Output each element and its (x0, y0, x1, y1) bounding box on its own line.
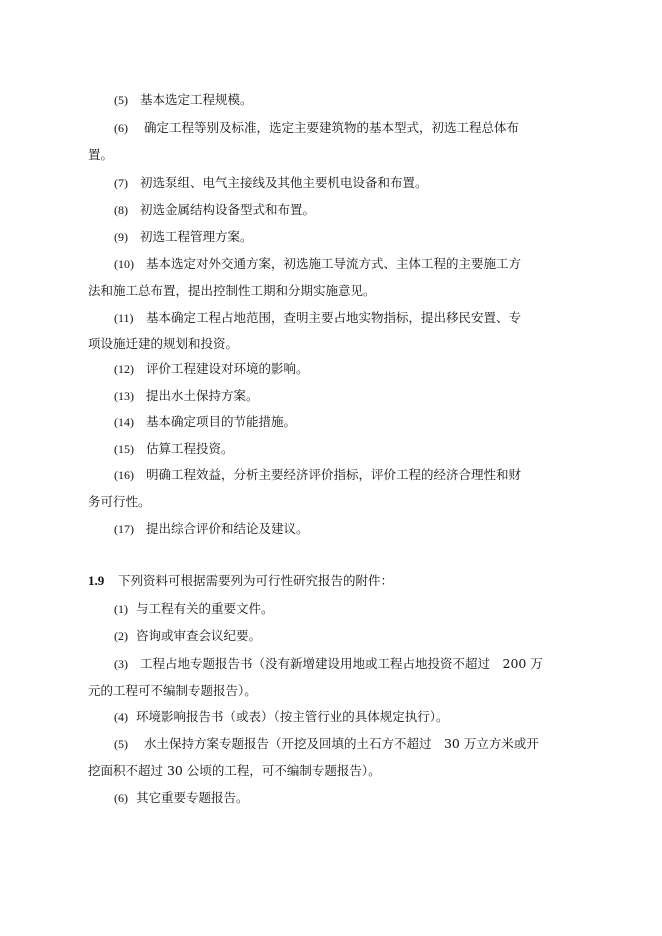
item-number: (16) (114, 468, 134, 482)
section-number: 1.9 (88, 573, 105, 588)
item-text: 基本确定项目的节能措施。 (146, 414, 297, 429)
list-item (114, 305, 521, 331)
item-text: 估算工程投资。 (146, 441, 234, 456)
list-item (114, 170, 428, 196)
item-text: 初选工程管理方案。 (140, 229, 253, 244)
item-text: 明确工程效益，分析主要经济评价指标，评价工程的经济合理性和财 (146, 467, 522, 482)
item-number: (7) (114, 176, 128, 190)
list-item (114, 704, 449, 730)
item-number: (6) (114, 121, 128, 135)
item-text: 工程占地专题报告书（没有新增建设用地或工程占地投资不超过 200 万 (140, 656, 543, 671)
item-number: (14) (114, 415, 134, 429)
item-number: (15) (114, 442, 134, 456)
list-item (114, 356, 309, 382)
list-item (114, 224, 253, 250)
item-text: 与工程有关的重要文件。 (136, 601, 274, 616)
item-number: (5) (114, 737, 128, 751)
item-text: 其它重要专题报告。 (136, 790, 249, 805)
item-text: 咨询或审查会议纪要。 (136, 628, 262, 643)
list-item (114, 516, 309, 542)
list-item (114, 197, 315, 223)
item-text: 环境影响报告书（或表）（按主管行业的具体规定执行）。 (136, 709, 449, 724)
list-item (114, 383, 259, 409)
item-text: 初选泵组、电气主接线及其他主要机电设备和布置。 (140, 175, 428, 190)
item-number: (6) (114, 791, 128, 805)
list-item (114, 87, 253, 113)
list-item (114, 731, 539, 757)
item-number: (12) (114, 362, 134, 376)
item-text: 水土保持方案专题报告（开挖及回填的土石方不超过 30 万立方米或开 (140, 736, 539, 751)
section-heading (88, 568, 393, 594)
item-number: (8) (114, 203, 128, 217)
item-continuation: 置。 (88, 147, 114, 162)
item-text: 基本选定工程规模。 (140, 92, 253, 107)
item-text: 基本确定工程占地范围，查明主要占地实物指标，提出移民安置、专 (146, 310, 522, 325)
list-item (114, 115, 519, 141)
item-number: (4) (114, 710, 128, 724)
list-item (114, 462, 521, 488)
list-item (114, 596, 274, 622)
list-item (114, 409, 296, 435)
list-item (114, 436, 234, 462)
item-number: (17) (114, 522, 134, 536)
item-number: (5) (114, 93, 128, 107)
item-number: (1) (114, 602, 128, 616)
item-text: 评价工程建设对环境的影响。 (146, 361, 309, 376)
item-number: (11) (114, 311, 134, 325)
list-item (114, 251, 521, 277)
item-number: (10) (114, 257, 134, 271)
item-number: (13) (114, 389, 134, 403)
list-item (114, 623, 261, 649)
list-item (114, 785, 249, 811)
item-text: 初选金属结构设备型式和布置。 (140, 202, 316, 217)
item-text: 确定工程等别及标准，选定主要建筑物的基本型式，初选工程总体布 (140, 120, 519, 135)
item-continuation: 元的工程可不编制专题报告）。 (88, 683, 257, 698)
item-number: (2) (114, 629, 128, 643)
item-text: 提出水土保持方案。 (146, 388, 259, 403)
item-number: (3) (114, 657, 128, 671)
item-text: 提出综合评价和结论及建议。 (146, 521, 309, 536)
section-text: 下列资料可根据需要列为可行性研究报告的附件： (118, 573, 394, 588)
item-continuation: 务可行性。 (88, 494, 151, 509)
item-continuation: 项设施迁建的规划和投资。 (88, 336, 239, 351)
item-number: (9) (114, 230, 128, 244)
item-text: 基本选定对外交通方案，初选施工导流方式、主体工程的主要施工方 (146, 256, 522, 271)
item-continuation: 挖面积不超过 30 公顷的工程，可不编制专题报告）。 (88, 763, 381, 778)
item-continuation: 法和施工总布置，提出控制性工期和分期实施意见。 (88, 283, 376, 298)
list-item (114, 651, 543, 677)
